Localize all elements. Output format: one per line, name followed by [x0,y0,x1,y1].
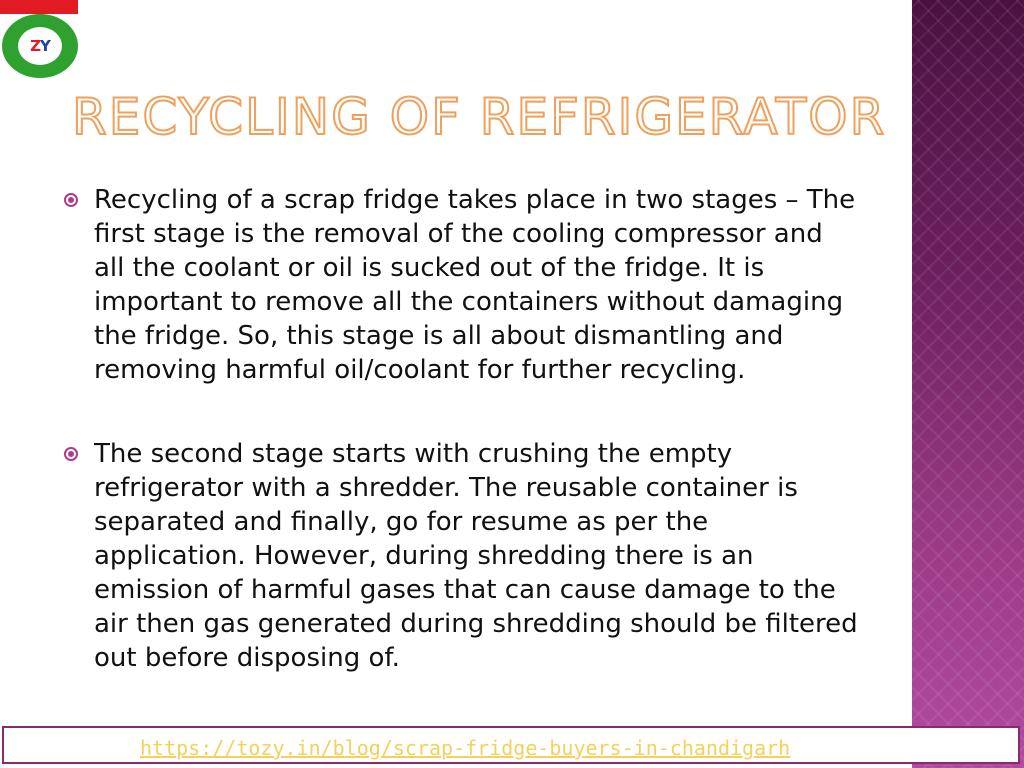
brand-logo [2,14,78,78]
logo-letter-z: Z [30,37,40,55]
bullet-circle-icon [64,447,78,461]
bullet-circle-icon [64,193,78,207]
decorative-side-panel [912,0,1024,768]
bullet-item [60,183,860,387]
footer-url-link[interactable]: https://tozy.in/blog/scrap-fridge-buyers-in-chandigarh [140,736,791,760]
logo-letter-y: Y [40,37,50,55]
bullet-text: Recycling of a scrap fridge takes place in two stages – The first stage is the removal of the cooling compressor and all the coolant or oil is sucked out of the fridge. It is important to remove all the containers without damaging the fridge. So, this stage is all about dismantling and removing harmful oil/coolant for further recycling. [94,185,856,385]
logo-mark [18,27,62,65]
slide-title: RECYCLING OF REFRIGERATOR [72,88,887,146]
bullet-item [60,437,860,675]
bullet-text: The second stage starts with crushing the empty refrigerator with a shredder. The reusable container is separated and finally, go for resume as per the application. However, during shredding there is an emission of harmful gases that can cause damage to the air then gas generated during shredding should be filtered out before disposing of. [94,439,858,673]
bullet-list [60,183,860,725]
logo-accent-bar [0,0,78,14]
